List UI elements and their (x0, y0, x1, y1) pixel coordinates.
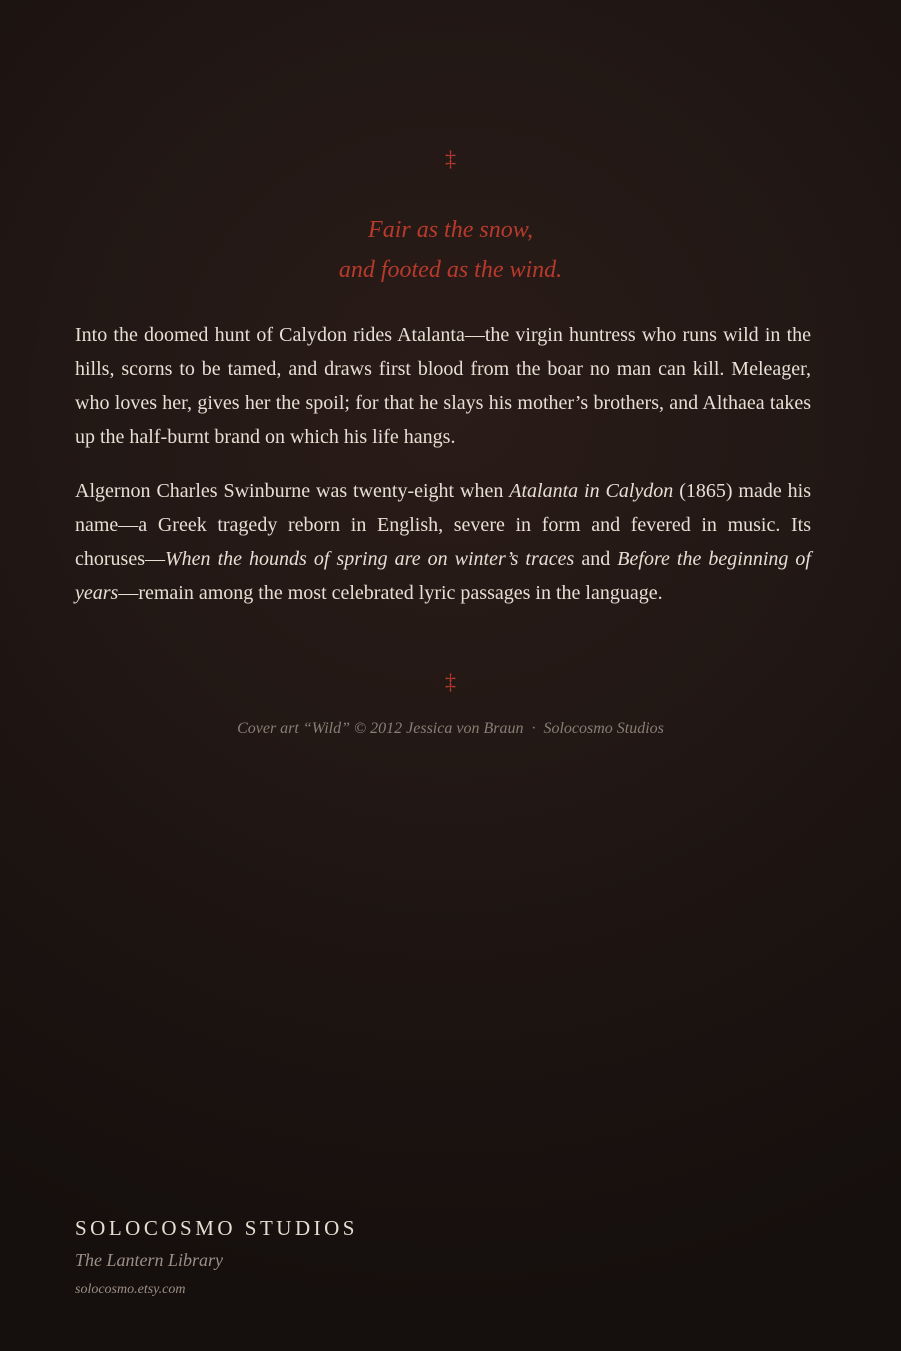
p2-text-3: and (574, 548, 618, 570)
publisher-url: solocosmo.etsy.com (75, 1282, 186, 1297)
work-title: Atalanta in Calydon (509, 480, 674, 502)
ornament-dagger-middle: ‡ (445, 669, 456, 694)
blurb-paragraph-2 (75, 474, 811, 610)
imprint-name: The Lantern Library (75, 1250, 224, 1270)
p2-text-2: (1865) made his name—a Greek tragedy reborn in English, severe in form and fevered in music. Its choruses— (75, 480, 811, 570)
credit-text: Cover art “Wild” © 2012 Jessica von Braun (237, 720, 524, 737)
cover-art-credit (0, 720, 901, 738)
epigraph (0, 210, 901, 290)
epigraph-line-1: Fair as the snow, (368, 217, 533, 243)
p2-text-1: Algernon Charles Swinburne was twenty-eight when (75, 480, 510, 502)
credit-studio: Solocosmo Studios (543, 720, 664, 737)
epigraph-line-2: and footed as the wind. (338, 257, 563, 283)
chorus-title-1: When the hounds of spring are on winter’s traces (164, 548, 575, 570)
p2-text-4: —remain among the most celebrated lyric passages in the language. (118, 582, 663, 604)
ornament-dagger-top: ‡ (445, 146, 456, 171)
chorus-title-2: Before the beginning of years (75, 548, 811, 604)
publisher-name: SOLOCOSMO STUDIOS (75, 1216, 358, 1240)
credit-separator: · (531, 720, 536, 737)
blurb-paragraph-1: Into the doomed hunt of Calydon rides Atalanta—the virgin huntress who runs wild in the hills, scorns to be tamed, and draws first blood from the boar no man can kill. Meleager, who loves her, gives her the spoil; for that he slays his mother’s brothers, and Althaea takes up the half-burnt brand on which his life hangs. (75, 324, 811, 448)
